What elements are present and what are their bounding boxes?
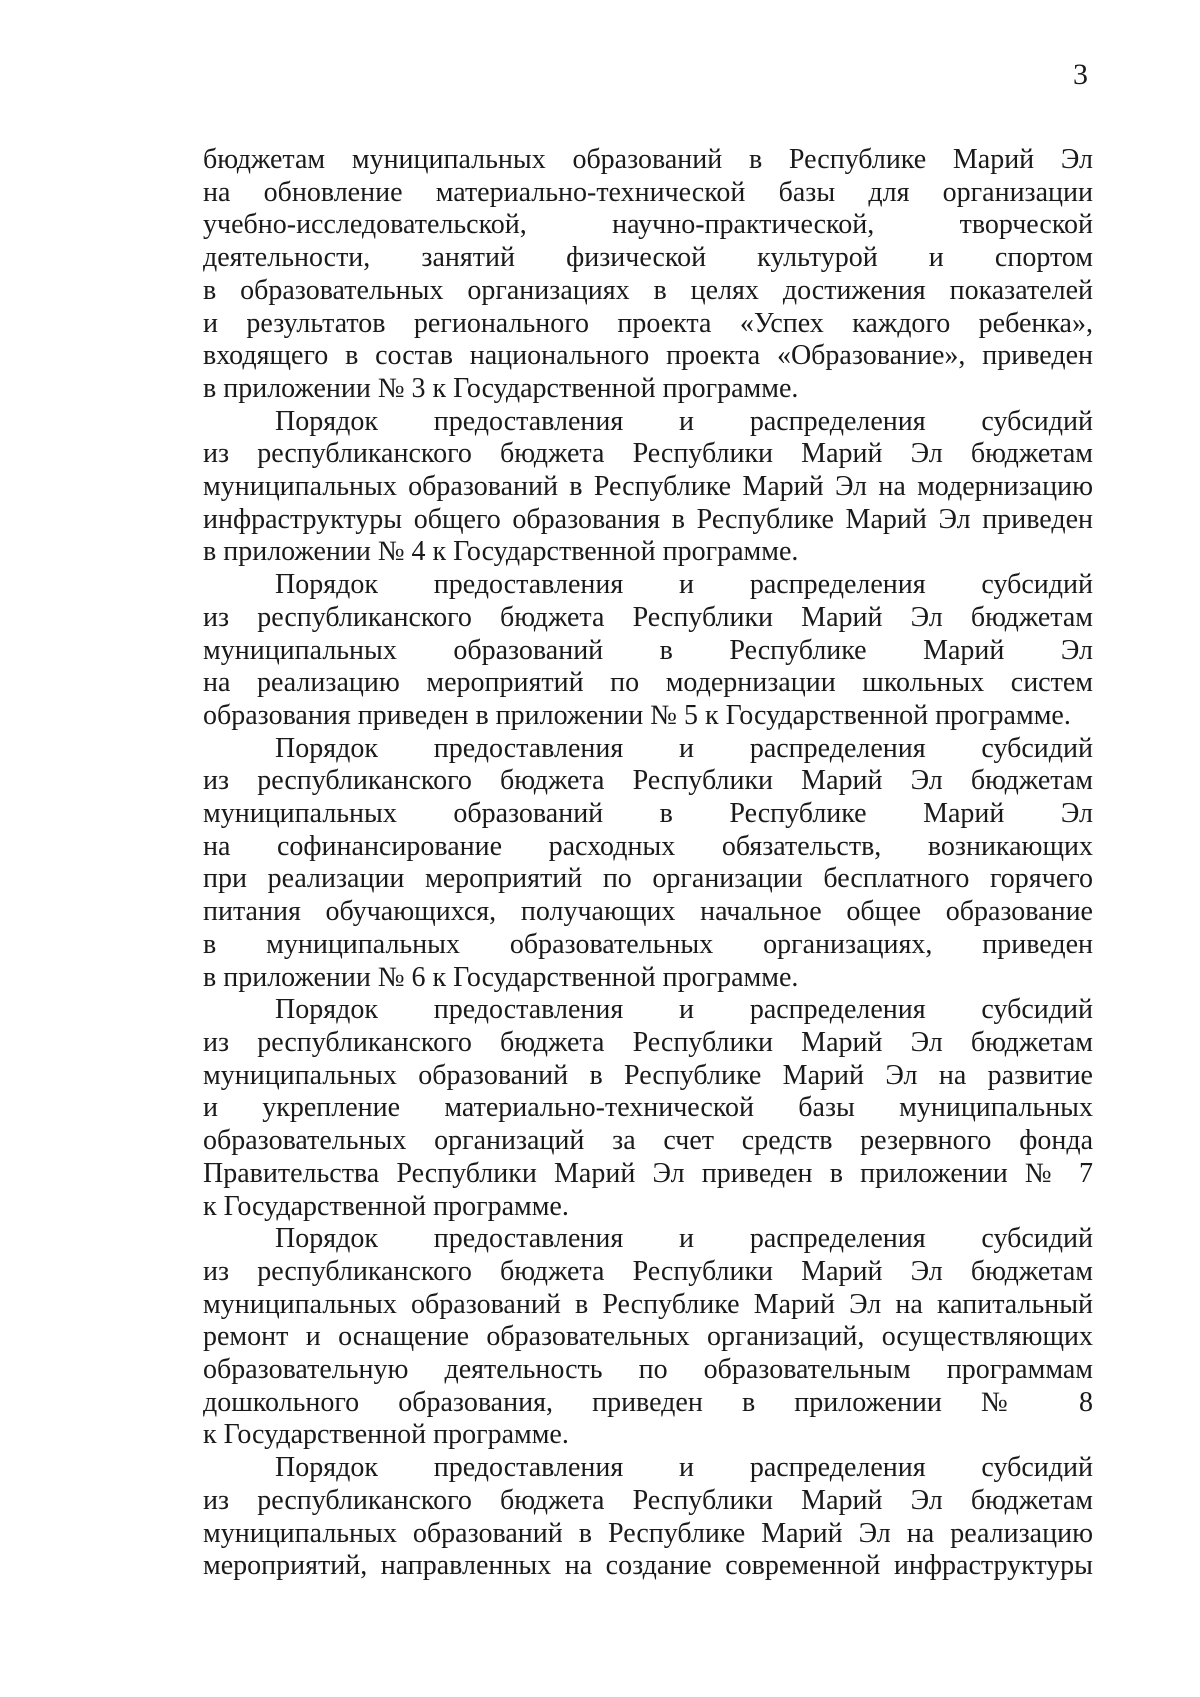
text-line: учебно-исследовательской, научно-практической, творческой xyxy=(203,209,1093,241)
text-line: инфраструктуры общего образования в Республике Марий Эл приведен xyxy=(203,503,1093,535)
text-line: на реализацию мероприятий по модернизации школьных систем xyxy=(203,667,1093,699)
text-line: из республиканского бюджета Республики Марий Эл бюджетам xyxy=(203,765,1093,797)
document-body xyxy=(203,144,1093,1583)
text-line: в приложении № 4 к Государственной программе. xyxy=(203,536,799,568)
text-line: деятельности, занятий физической культурой и спортом xyxy=(203,242,1093,274)
text-line: образовательных организаций за счет средств резервного фонда xyxy=(203,1125,1093,1157)
text-line: в приложении № 6 к Государственной программе. xyxy=(203,961,799,993)
text-line: мероприятий, направленных на создание современной инфраструктуры xyxy=(203,1550,1093,1582)
text-line: из республиканского бюджета Республики Марий Эл бюджетам xyxy=(203,1026,1093,1058)
text-line: при реализации мероприятий по организации бесплатного горячего xyxy=(203,863,1093,895)
paragraph xyxy=(203,1223,1093,1452)
text-line: Порядок предоставления и распределения субсидий xyxy=(275,994,1093,1026)
text-line: образования приведен в приложении № 5 к Государственной программе. xyxy=(203,699,1071,731)
text-line: питания обучающихся, получающих начальное общее образование xyxy=(203,896,1093,928)
paragraph xyxy=(203,1452,1093,1583)
text-line: из республиканского бюджета Республики Марий Эл бюджетам xyxy=(203,438,1093,470)
text-line: Порядок предоставления и распределения субсидий xyxy=(275,405,1093,437)
text-line: Порядок предоставления и распределения субсидий xyxy=(275,1223,1093,1255)
text-line: образовательную деятельность по образовательным программам xyxy=(203,1354,1093,1386)
text-line: в муниципальных образовательных организациях, приведен xyxy=(203,928,1093,960)
text-line: бюджетам муниципальных образований в Республике Марий Эл xyxy=(203,144,1093,175)
paragraph xyxy=(203,569,1093,733)
paragraph xyxy=(203,144,1093,406)
text-line: муниципальных образований в Республике Марий Эл xyxy=(203,798,1093,830)
text-line: Порядок предоставления и распределения субсидий xyxy=(275,569,1093,601)
text-line: и укрепление материально-технической базы муниципальных xyxy=(203,1092,1093,1124)
text-line: на обновление материально-технической базы для организации xyxy=(203,176,1093,208)
text-line: муниципальных образований в Республике Марий Эл xyxy=(203,634,1093,666)
text-line: из республиканского бюджета Республики Марий Эл бюджетам xyxy=(203,601,1093,633)
page-number: 3 xyxy=(1073,58,1088,91)
text-line: на софинансирование расходных обязательств, возникающих xyxy=(203,830,1093,862)
text-line: дошкольного образования, приведен в приложении № 8 xyxy=(203,1386,1093,1418)
text-line: ремонт и оснащение образовательных организаций, осуществляющих xyxy=(203,1321,1093,1353)
text-line: из республиканского бюджета Республики Марий Эл бюджетам xyxy=(203,1484,1093,1516)
paragraph xyxy=(203,406,1093,570)
text-line: муниципальных образований в Республике Марий Эл на реализацию xyxy=(203,1517,1093,1549)
text-line: в образовательных организациях в целях достижения показателей xyxy=(203,274,1093,306)
text-line: муниципальных образований в Республике Марий Эл на модернизацию xyxy=(203,471,1093,503)
paragraph xyxy=(203,733,1093,995)
text-line: в приложении № 3 к Государственной программе. xyxy=(203,372,799,404)
text-line: и результатов регионального проекта «Успех каждого ребенка», xyxy=(203,307,1093,339)
text-line: муниципальных образований в Республике Марий Эл на развитие xyxy=(203,1059,1093,1091)
text-line: Порядок предоставления и распределения субсидий xyxy=(275,1452,1093,1484)
text-line: к Государственной программе. xyxy=(203,1419,569,1451)
text-line: Правительства Республики Марий Эл приведен в приложении № 7 xyxy=(203,1157,1093,1189)
text-line: муниципальных образований в Республике Марий Эл на капитальный xyxy=(203,1288,1093,1320)
text-line: Порядок предоставления и распределения субсидий xyxy=(275,732,1093,764)
text-line: входящего в состав национального проекта «Образование», приведен xyxy=(203,340,1093,372)
paragraph xyxy=(203,994,1093,1223)
text-line: из республиканского бюджета Республики Марий Эл бюджетам xyxy=(203,1255,1093,1287)
text-line: к Государственной программе. xyxy=(203,1190,569,1222)
